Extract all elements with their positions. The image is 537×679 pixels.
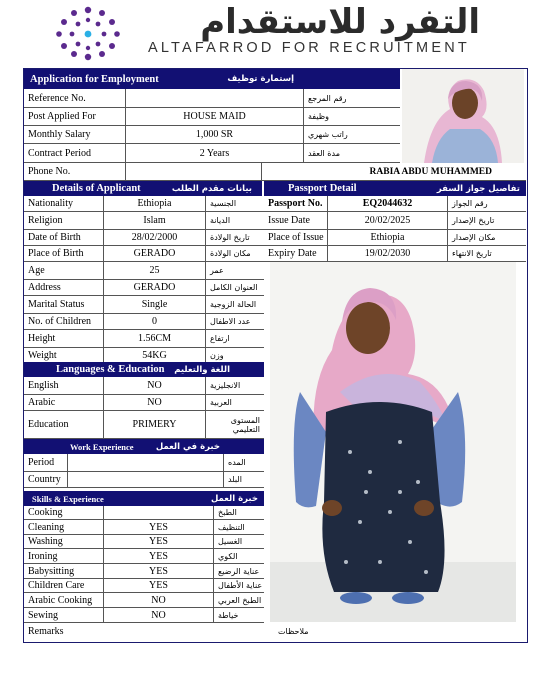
passport-title-ar: تفاصيل جواز السفر (436, 183, 520, 194)
sewing-label-ar: خياطة (218, 610, 239, 620)
passport-no-value: EQ2044632 (328, 196, 448, 211)
dob-label: Date of Birth (24, 230, 104, 245)
cleaning-label-ar: التنظيف (218, 522, 245, 532)
religion-label: Religion (24, 212, 104, 229)
issue-date-label-ar: تاريخ الإصدار (452, 216, 495, 225)
row-country (24, 472, 264, 488)
period-label-ar: المده (228, 458, 246, 467)
row-period (24, 454, 264, 472)
languages-title: Languages & Education (56, 364, 165, 375)
row-passport-no (264, 196, 526, 212)
washing-label: Washing (24, 535, 104, 548)
period-value (68, 454, 224, 471)
nationality-label: Nationality (24, 196, 104, 211)
height-value: 1.56CM (104, 330, 206, 347)
education-value: PRIMERY (104, 411, 206, 438)
childcare-label-ar: عناية الأطفال (218, 581, 263, 590)
skills-rows (24, 506, 264, 623)
marital-label-ar: الحالة الزوجية (210, 300, 257, 309)
reference-label: Reference No. (24, 89, 126, 107)
post-label: Post Applied For (24, 108, 126, 125)
row-marital (24, 296, 264, 314)
row-children (24, 314, 264, 330)
passport-title: Passport Detail (288, 183, 357, 194)
english-label-ar: الانجليزية (210, 381, 241, 390)
languages-title-ar: اللغة والتعليم (174, 364, 230, 375)
row-issue-date (264, 212, 526, 230)
row-arabic-cooking (24, 593, 264, 608)
cooking-value (104, 506, 214, 519)
row-place-issue (264, 230, 526, 246)
ironing-value: YES (104, 549, 214, 563)
cleaning-label: Cleaning (24, 520, 104, 534)
work-title: Work Experience (70, 441, 134, 452)
education-label: Education (24, 411, 104, 438)
passport-rows (264, 196, 526, 262)
applicant-title-ar: بيانات مقدم الطلب (171, 183, 252, 194)
dob-value: 28/02/2000 (104, 230, 206, 245)
childcare-label: Children Care (24, 579, 104, 592)
row-education (24, 411, 264, 439)
application-title-ar: إستمارة توظيف (227, 74, 294, 84)
height-label: Height (24, 330, 104, 347)
row-salary (24, 126, 400, 144)
expiry-label: Expiry Date (264, 246, 328, 261)
row-washing (24, 535, 264, 549)
skills-title: Skills & Experience (32, 493, 104, 504)
row-contract (24, 144, 400, 163)
work-rows (24, 454, 264, 488)
applicant-rows (24, 196, 264, 364)
nationality-value: Ethiopia (104, 196, 206, 211)
row-sewing (24, 608, 264, 623)
arabic-value: NO (104, 395, 206, 410)
arabic-label-ar: العربية (210, 398, 232, 407)
marital-value: Single (104, 296, 206, 313)
row-babysitting (24, 564, 264, 579)
post-label-ar: وظيفة (308, 112, 329, 121)
age-value: 25 (104, 262, 206, 279)
row-phone (24, 163, 526, 181)
children-label: No. of Children (24, 314, 104, 329)
applicant-full-photo (270, 262, 516, 622)
education-label-ar: المستوى التعليمي (230, 415, 260, 434)
cleaning-value: YES (104, 520, 214, 534)
languages-rows (24, 377, 264, 439)
arabic-cooking-label-ar: الطبخ العربي (218, 595, 262, 605)
age-label-ar: عمر (210, 266, 224, 275)
row-english (24, 377, 264, 395)
salary-value: 1,000 SR (126, 126, 304, 143)
marital-label: Marital Status (24, 296, 104, 313)
row-pob (24, 246, 264, 262)
weight-label: Weight (24, 348, 104, 363)
religion-label-ar: الديانة (210, 216, 231, 225)
arabic-label: Arabic (24, 395, 104, 410)
dob-label-ar: تاريخ الولادة (210, 233, 250, 242)
salary-label: Monthly Salary (24, 126, 126, 143)
country-label: Country (24, 472, 68, 487)
children-value: 0 (104, 314, 206, 329)
english-value: NO (104, 377, 206, 394)
country-value (68, 472, 224, 487)
row-dob (24, 230, 264, 246)
row-remarks (24, 623, 526, 640)
place-issue-label-ar: مكان الإصدار (452, 233, 496, 242)
passport-title-bar (264, 181, 526, 196)
row-ironing (24, 549, 264, 564)
row-address (24, 280, 264, 296)
remarks-label: Remarks (28, 626, 64, 637)
company-logo-icon (50, 4, 126, 62)
applicant-title: Details of Applicant (52, 183, 141, 194)
sewing-label: Sewing (24, 608, 104, 622)
row-cleaning (24, 520, 264, 535)
row-childcare (24, 579, 264, 593)
skills-title-ar: خبرة العمل (210, 493, 258, 504)
place-issue-value: Ethiopia (328, 230, 448, 245)
ironing-label: Ironing (24, 549, 104, 563)
weight-label-ar: وزن (210, 351, 224, 360)
address-label-ar: العنوان الكامل (210, 283, 258, 292)
address-value: GERADO (104, 280, 206, 295)
phone-label: Phone No. (24, 163, 126, 180)
age-label: Age (24, 262, 104, 279)
row-post (24, 108, 400, 126)
passport-no-label: Passport No. (264, 196, 328, 211)
pob-label-ar: مكان الولادة (210, 249, 251, 258)
phone-value (126, 163, 262, 180)
expiry-label-ar: تاريخ الانتهاء (452, 249, 492, 258)
nationality-label-ar: الجنسية (210, 199, 237, 208)
contract-label: Contract Period (24, 144, 126, 162)
ironing-label-ar: الكوي (218, 551, 238, 561)
row-age (24, 262, 264, 280)
issue-date-value: 20/02/2025 (328, 212, 448, 229)
application-rows (24, 89, 400, 163)
passport-no-label-ar: رقم الجواز (452, 199, 488, 208)
issue-date-label: Issue Date (264, 212, 328, 229)
sewing-value: NO (104, 608, 214, 622)
work-title-bar (24, 439, 264, 454)
address-label: Address (24, 280, 104, 295)
expiry-value: 19/02/2030 (328, 246, 448, 261)
work-title-ar: خبرة في العمل (155, 441, 220, 452)
arabic-cooking-value: NO (104, 593, 214, 607)
row-religion (24, 212, 264, 230)
skills-title-bar (24, 491, 264, 506)
washing-label-ar: الغسيل (218, 537, 243, 546)
arabic-cooking-label: Arabic Cooking (24, 593, 104, 607)
english-label: English (24, 377, 104, 394)
salary-label-ar: راتب شهري (308, 130, 348, 139)
place-issue-label: Place of Issue (264, 230, 328, 245)
applicant-title-bar (24, 181, 262, 196)
height-label-ar: ارتفاع (210, 334, 230, 343)
row-reference (24, 89, 400, 108)
washing-value: YES (104, 535, 214, 548)
post-value: HOUSE MAID (126, 108, 304, 125)
childcare-value: YES (104, 579, 214, 592)
company-english-name: ALTAFARROD FOR RECRUITMENT (148, 40, 470, 56)
weight-value: 54KG (104, 348, 206, 363)
country-label-ar: البلد (228, 475, 242, 484)
period-label: Period (24, 454, 68, 471)
row-height (24, 330, 264, 348)
babysitting-label: Babysitting (24, 564, 104, 578)
reference-label-ar: رقم المرجع (308, 93, 347, 103)
pob-label: Place of Birth (24, 246, 104, 261)
applicant-name: RABIA ABDU MUHAMMED (369, 166, 492, 177)
row-arabic (24, 395, 264, 411)
babysitting-label-ar: عناية الرضيع (218, 566, 260, 576)
languages-title-bar (24, 362, 264, 377)
remarks-label-ar: ملاحظات (278, 627, 309, 636)
babysitting-value: YES (104, 564, 214, 578)
company-arabic-name: التفرد للاستقدام (200, 2, 480, 42)
cooking-label-ar: الطبخ (218, 508, 237, 517)
reference-value (126, 89, 304, 107)
religion-value: Islam (104, 212, 206, 229)
children-label-ar: عدد الاطفال (210, 317, 251, 326)
applicant-portrait-photo (402, 69, 524, 163)
pob-value: GERADO (104, 246, 206, 261)
row-expiry (264, 246, 526, 262)
row-cooking (24, 506, 264, 520)
application-title: Application for Employment (30, 73, 159, 85)
row-nationality (24, 196, 264, 212)
contract-value: 2 Years (126, 144, 304, 162)
cooking-label: Cooking (24, 506, 104, 519)
application-title-bar (24, 69, 400, 89)
contract-label-ar: مدة العقد (308, 148, 340, 158)
